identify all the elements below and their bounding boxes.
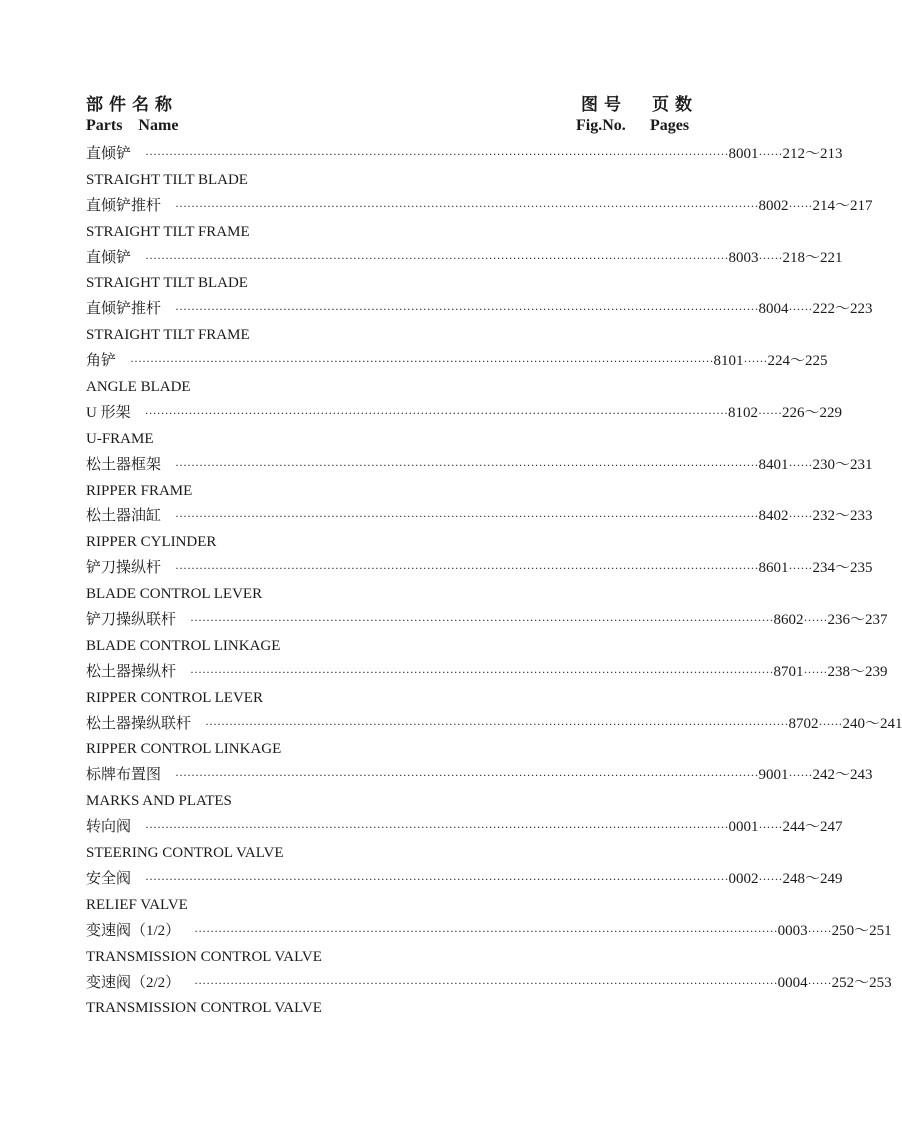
dot-leader: ··················································································································································	[175, 457, 759, 472]
part-name-cn: 铲刀操纵杆	[86, 560, 162, 577]
part-name-en: STRAIGHT TILT BLADE	[86, 275, 248, 292]
part-name-en: STEERING CONTROL VALVE	[86, 845, 284, 862]
parts-name-en-heading: Parts Name	[86, 117, 179, 134]
toc-entry-cn	[86, 401, 843, 427]
part-name-en: RIPPER CYLINDER	[86, 534, 217, 551]
page-range: 240～241	[842, 715, 902, 732]
dot-leader: ··················································································································································	[175, 509, 759, 524]
dot-leader: ··················································································································································	[145, 147, 729, 161]
fig-number: 0002	[728, 870, 759, 887]
dot-leader: ··················································································································································	[205, 716, 789, 731]
fig-no-cn-heading: 图号	[581, 95, 627, 114]
part-name-en: RIPPER CONTROL LEVER	[86, 689, 263, 706]
fig-number: 8402	[758, 508, 789, 525]
dot-leader-short: ······	[788, 198, 813, 213]
page-range: 232～233	[812, 508, 873, 525]
page-range: 250～251	[831, 922, 892, 939]
part-name-cn: 直倾铲推杆	[86, 197, 162, 214]
fig-number: 8102	[728, 404, 759, 421]
dot-leader-short: ······	[788, 509, 813, 524]
part-name-cn: 直倾铲	[86, 146, 132, 162]
page-range: 242～243	[812, 767, 873, 784]
page-range: 224～225	[767, 353, 828, 370]
dot-leader: ··················································································································································	[175, 302, 759, 317]
dot-leader-short: ······	[788, 561, 813, 576]
dot-leader-short: ······	[758, 820, 783, 835]
dot-leader: ··················································································································································	[194, 975, 778, 990]
fig-number: 0004	[777, 974, 808, 991]
part-name-en: TRANSMISSION CONTROL VALVE	[86, 1000, 322, 1017]
dot-leader-short: ······	[818, 716, 843, 731]
dot-leader: ··················································································································································	[145, 871, 729, 886]
dot-leader-short: ······	[758, 871, 783, 886]
dot-leader-short: ······	[758, 250, 783, 265]
dot-leader-short: ······	[807, 923, 832, 938]
fig-no-en-heading: Fig.No.	[576, 117, 626, 134]
part-name-en: STRAIGHT TILT BLADE	[86, 171, 248, 188]
fig-number: 8602	[773, 612, 804, 629]
dot-leader-short: ······	[803, 664, 828, 679]
dot-leader: ··················································································································································	[194, 923, 778, 938]
part-name-cn: 松土器框架	[86, 456, 162, 473]
part-name-cn: 松土器操纵联杆	[86, 715, 192, 732]
fig-number: 8701	[773, 663, 804, 680]
dot-leader: ··················································································································································	[130, 354, 714, 369]
page-range: 252～253	[831, 974, 892, 991]
toc-entry-cn	[86, 194, 873, 220]
toc-entry-cn	[86, 504, 873, 530]
toc-entry-cn	[86, 919, 892, 945]
dot-leader: ··················································································································································	[190, 664, 774, 679]
dot-leader: ··················································································································································	[145, 250, 729, 265]
part-name-en: MARKS AND PLATES	[86, 793, 232, 810]
part-name-en: U-FRAME	[86, 430, 154, 447]
dot-leader: ··················································································································································	[144, 405, 729, 420]
toc-entries	[86, 142, 902, 1022]
part-name-en: RIPPER CONTROL LINKAGE	[86, 741, 282, 758]
toc-entry-cn	[86, 712, 902, 738]
dot-leader-short: ······	[788, 457, 813, 472]
toc-entry-cn	[86, 142, 843, 168]
toc-entry-cn	[86, 556, 873, 582]
part-name-en: BLADE CONTROL LEVER	[86, 586, 263, 603]
dot-leader-short: ······	[803, 613, 828, 628]
part-name-en: TRANSMISSION CONTROL VALVE	[86, 948, 322, 965]
toc-entry-cn	[86, 453, 873, 479]
fig-number: 0001	[728, 819, 759, 836]
fig-number: 8001	[728, 146, 759, 162]
fig-number: 8002	[758, 197, 789, 214]
dot-leader-short: ······	[758, 405, 783, 420]
page-range: 218～221	[782, 249, 843, 266]
part-name-cn: 标牌布置图	[86, 767, 162, 784]
part-name-cn: 松土器操纵杆	[86, 663, 177, 680]
toc-entry-cn	[86, 815, 843, 841]
toc-entry-cn	[86, 297, 873, 323]
page-range: 212～213	[782, 146, 843, 162]
dot-leader: ··················································································································································	[175, 561, 759, 576]
dot-leader-short: ······	[743, 354, 768, 369]
dot-leader-short: ······	[758, 147, 783, 161]
fig-number: 8004	[758, 301, 789, 318]
part-name-cn: 安全阀	[86, 870, 132, 887]
fig-number: 9001	[758, 767, 789, 784]
toc-entry-cn	[86, 763, 873, 789]
toc-entry-cn	[86, 660, 888, 686]
pages-cn-heading: 页数	[652, 95, 698, 114]
dot-leader-short: ······	[788, 768, 813, 783]
part-name-cn: 铲刀操纵联杆	[86, 612, 177, 629]
part-name-cn: 松土器油缸	[86, 508, 162, 525]
page-range: 236～237	[827, 612, 888, 629]
dot-leader: ··················································································································································	[175, 768, 759, 783]
fig-number: 8101	[713, 353, 744, 370]
part-name-en: RELIEF VALVE	[86, 896, 188, 913]
part-name-cn: 转向阀	[86, 819, 132, 836]
toc-entry-cn	[86, 349, 828, 375]
page-range: 244～247	[782, 819, 843, 836]
part-name-en: RIPPER FRAME	[86, 482, 193, 499]
fig-number: 8702	[788, 715, 819, 732]
part-name-en: STRAIGHT TILT FRAME	[86, 223, 250, 240]
dot-leader: ··················································································································································	[190, 613, 774, 628]
fig-number: 8401	[758, 456, 789, 473]
part-name-cn: 变速阀（1/2）	[86, 922, 181, 939]
part-name-en: STRAIGHT TILT FRAME	[86, 327, 250, 344]
part-name-en: ANGLE BLADE	[86, 379, 191, 396]
page-range: 248～249	[782, 870, 843, 887]
toc-entry-cn	[86, 971, 892, 997]
dot-leader: ··················································································································································	[145, 820, 729, 835]
page-range: 238～239	[827, 663, 888, 680]
part-name-cn: U 形架	[86, 404, 131, 421]
page-range: 222～223	[812, 301, 873, 318]
toc-entry-cn	[86, 246, 843, 272]
part-name-cn: 直倾铲推杆	[86, 301, 162, 318]
page-range: 234～235	[812, 560, 873, 577]
fig-number: 8601	[758, 560, 789, 577]
part-name-cn: 变速阀（2/2）	[86, 974, 181, 991]
part-name-cn: 角铲	[86, 353, 117, 370]
parts-name-cn-heading: 部件名称	[86, 95, 178, 114]
fig-number: 8003	[728, 249, 759, 266]
pages-en-heading: Pages	[650, 117, 690, 134]
part-name-cn: 直倾铲	[86, 249, 132, 266]
page-range: 214～217	[812, 197, 873, 214]
dot-leader-short: ······	[788, 302, 813, 317]
fig-number: 0003	[777, 922, 808, 939]
page-range: 230～231	[812, 456, 873, 473]
dot-leader: ··················································································································································	[175, 198, 759, 213]
part-name-en: BLADE CONTROL LINKAGE	[86, 637, 281, 654]
toc-entry-cn	[86, 608, 888, 634]
dot-leader-short: ······	[807, 975, 832, 990]
toc-entry-cn	[86, 867, 843, 893]
page-range: 226～229	[782, 404, 843, 421]
